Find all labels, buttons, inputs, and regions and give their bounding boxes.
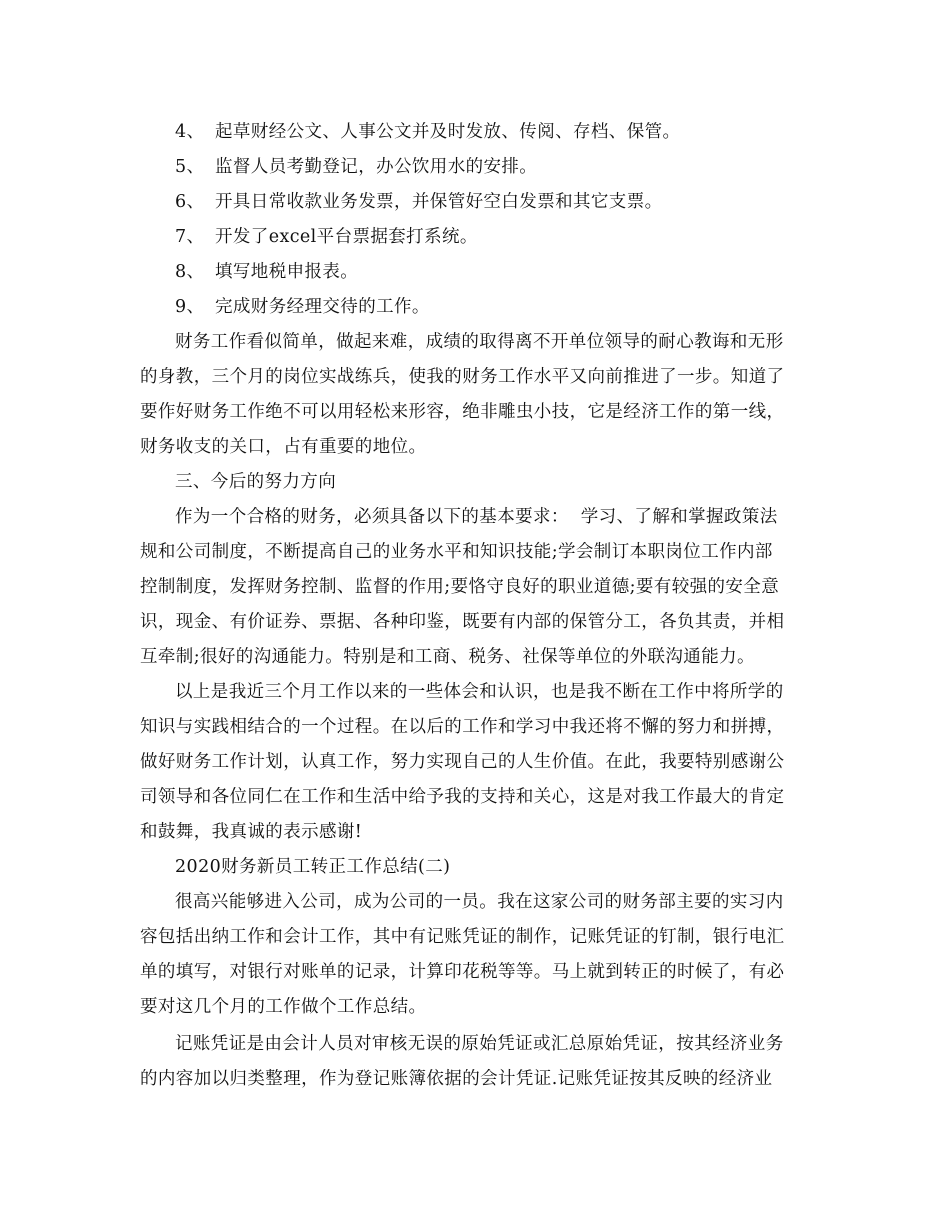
paragraph-line: 很高兴能够进入公司，成为公司的一员。我在这家公司的财务部主要的实习内 — [175, 892, 784, 912]
paragraph-line: 单的填写，对银行对账单的记录，计算印花税等等。马上就到转正的时候了，有必 — [140, 962, 785, 982]
paragraph-line: 司领导和各位同仁在工作和生活中给予我的支持和关心，这是对我工作最大的肯定 — [140, 787, 785, 807]
section-title: 2020财务新员工转正工作总结(二) — [175, 857, 451, 877]
paragraph-line: 记账凭证是由会计人员对审核无误的原始凭证或汇总原始凭证，按其经济业务 — [175, 1034, 784, 1054]
paragraph-line: 的身教，三个月的岗位实战练兵，使我的财务工作水平又向前推进了一步。知道了 — [140, 367, 785, 387]
paragraph-line: 财务工作看似简单，做起来难，成绩的取得离不开单位领导的耐心教诲和无形 — [175, 332, 784, 352]
paragraph-line: 要作好财务工作绝不可以用轻松来形容，绝非雕虫小技，它是经济工作的第一线， — [140, 402, 785, 422]
paragraph-line: 知识与实践相结合的一个过程。在以后的工作和学习中我还将不懈的努力和拼搏， — [140, 717, 785, 737]
section-heading: 三、今后的努力方向 — [175, 472, 337, 492]
paragraph-line: 作为一个合格的财务，必须具备以下的基本要求： 学习、了解和掌握政策法 — [175, 507, 778, 527]
list-item: 7、 开发了excel平台票据套打系统。 — [175, 227, 478, 247]
paragraph-line: 控制制度，发挥财务控制、监督的作用;要恪守良好的职业道德;要有较强的安全意 — [140, 577, 780, 597]
list-item: 8、 填写地税申报表。 — [175, 262, 359, 282]
paragraph-line: 规和公司制度，不断提高自己的业务水平和知识技能;学会制订本职岗位工作内部 — [140, 542, 773, 562]
paragraph-line: 互牵制;很好的沟通能力。特别是和工商、税务、社保等单位的外联沟通能力。 — [140, 647, 755, 667]
paragraph-line: 以上是我近三个月工作以来的一些体会和认识，也是我不断在工作中将所学的 — [175, 682, 784, 702]
paragraph-line: 容包括出纳工作和会计工作，其中有记账凭证的制作，记账凭证的钉制，银行电汇 — [140, 927, 785, 947]
paragraph-line: 做好财务工作计划，认真工作，努力实现自己的人生价值。在此，我要特别感谢公 — [140, 752, 785, 772]
paragraph-line: 和鼓舞，我真诚的表示感谢! — [140, 822, 363, 842]
list-item: 4、 起草财经公文、人事公文并及时发放、传阅、存档、保管。 — [175, 122, 681, 142]
paragraph-line: 财务收支的关口，占有重要的地位。 — [140, 437, 427, 457]
paragraph-line: 的内容加以归类整理，作为登记账簿依据的会计凭证.记账凭证按其反映的经济业 — [140, 1069, 773, 1089]
paragraph-line: 要对这几个月的工作做个工作总结。 — [140, 997, 427, 1017]
paragraph-line: 识，现金、有价证券、票据、各种印鉴，既要有内部的保管分工，各负其责，并相 — [140, 612, 785, 632]
list-item: 6、 开具日常收款业务发票，并保管好空白发票和其它支票。 — [175, 192, 663, 212]
list-item: 9、 完成财务经理交待的工作。 — [175, 297, 430, 317]
list-item: 5、 监督人员考勤登记，办公饮用水的安排。 — [175, 157, 538, 177]
